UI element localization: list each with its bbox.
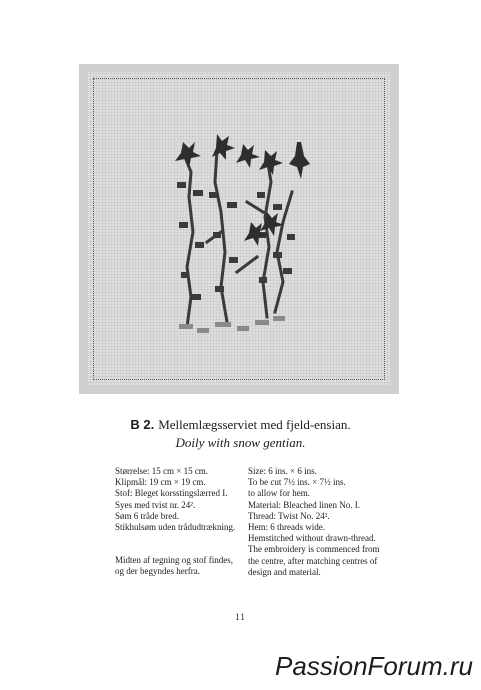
instruction-line: Klipmål: 19 cm × 19 cm.: [115, 477, 206, 488]
ground-tufts: [179, 316, 285, 333]
title-danish: Mellemlægsserviet med fjeld-ensian.: [158, 417, 351, 432]
english-instructions: [248, 466, 408, 578]
caption-danish: [0, 417, 481, 433]
instruction-line: Syes med tvist nr. 24².: [115, 499, 196, 510]
instruction-line: Søm 6 tråde bred.: [115, 510, 179, 521]
danish-instructions: [115, 466, 240, 578]
instruction-line: to allow for hem.: [248, 488, 310, 499]
instruction-line: Thread: Twist No. 24².: [248, 510, 330, 521]
embroidery-photo: [79, 64, 399, 394]
instruction-note: Midten af tegning og stof findes,: [115, 555, 233, 566]
instruction-line: Hem: 6 threads wide.: [248, 522, 325, 533]
plant-leaves: [177, 182, 295, 300]
instruction-note: og der begyndes herfra.: [115, 566, 200, 577]
instruction-line: Hemstitched without drawn-thread.: [248, 533, 376, 544]
instruction-line: Size: 6 ins. × 6 ins.: [248, 466, 317, 476]
instruction-line: Størrelse: 15 cm × 15 cm.: [115, 466, 209, 476]
instruction-line: Material: Bleached linen No. I.: [248, 499, 360, 510]
instruction-line: Stikhulsøm uden trådudtrækning.: [115, 522, 236, 533]
instruction-line: the centre, after matching centres of: [248, 555, 378, 566]
pattern-code: B 2.: [130, 417, 155, 432]
plant-stems: [183, 150, 292, 327]
instruction-line: design and material.: [248, 566, 321, 577]
snow-gentian-embroidery: [87, 72, 391, 386]
watermark-logo: PassionForum.ru: [275, 651, 473, 681]
page-number: 11: [235, 612, 246, 622]
doily-linen: [87, 72, 391, 386]
instruction-line: Stof: Bleget korsstingslærred I.: [115, 488, 228, 499]
title-english: Doily with snow gentian.: [175, 435, 306, 450]
instruction-line: To be cut 7½ ins. × 7½ ins.: [248, 477, 346, 488]
instruction-line: The embroidery is commenced from: [248, 544, 380, 555]
